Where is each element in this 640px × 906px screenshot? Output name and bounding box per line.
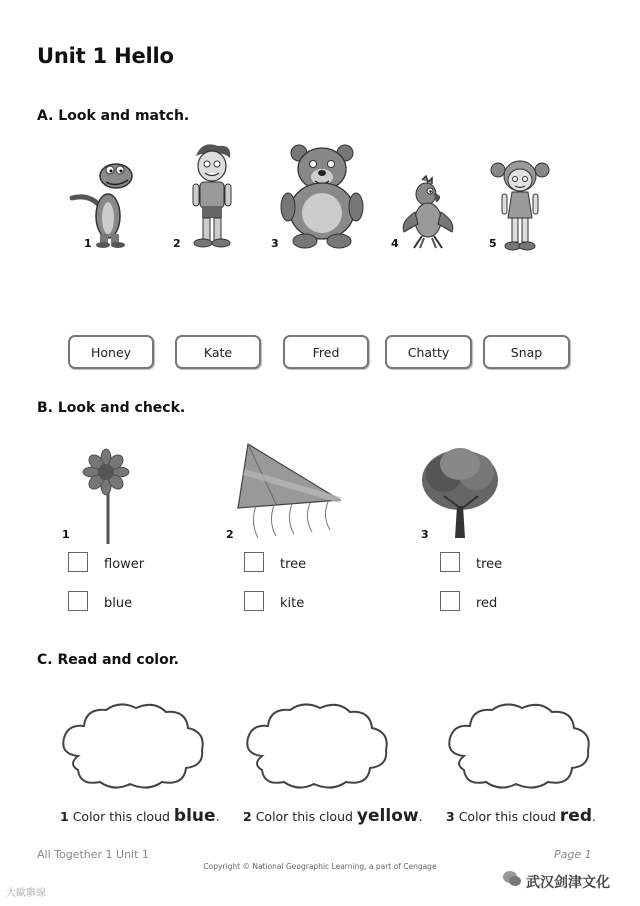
watermark-left: 大歐聯線 [6, 888, 46, 899]
caption-end: . [215, 809, 220, 824]
character-number: 2 [173, 237, 181, 250]
name-box-fred[interactable]: Fred [283, 335, 369, 369]
option-label: kite [280, 596, 305, 611]
checkbox-blue[interactable] [68, 591, 88, 611]
section-b-title: B. Look and check. [37, 400, 186, 416]
footer-left: All Together 1 Unit 1 [37, 848, 149, 861]
option-label: red [476, 596, 498, 611]
caption-end: . [592, 809, 596, 824]
checkbox-red[interactable] [440, 591, 460, 611]
character-number: 4 [391, 237, 399, 250]
caption-text: Color this cloud [72, 809, 170, 824]
name-box-chatty[interactable]: Chatty [385, 335, 472, 369]
checkbox-tree-2[interactable] [440, 552, 460, 572]
cloud-caption-3 [446, 806, 596, 826]
kite-icon [236, 442, 344, 542]
cloud-caption-2 [243, 806, 423, 826]
caption-number: 1 [60, 809, 69, 824]
name-box-snap[interactable]: Snap [483, 335, 570, 369]
option-label: flower [104, 557, 145, 572]
lizard-character-icon [68, 158, 138, 250]
footer-page-number: Page 1 [554, 848, 592, 861]
caption-color-word: red [559, 806, 593, 826]
tree-icon [420, 446, 500, 542]
wechat-icon [502, 870, 522, 888]
page-title: Unit 1 Hello [37, 44, 174, 68]
option-label: blue [104, 596, 133, 611]
option-label: tree [476, 557, 503, 572]
cloud-outline-3[interactable] [444, 700, 594, 792]
boy-character-icon [188, 142, 236, 250]
cloud-caption-1 [60, 806, 220, 826]
caption-color-word: yellow [356, 806, 419, 826]
name-box-kate[interactable]: Kate [175, 335, 261, 369]
caption-text: Color this cloud [458, 809, 556, 824]
item-number: 1 [62, 528, 70, 541]
caption-number: 3 [446, 809, 455, 824]
watermark-right: 武汉剑津文化 [526, 875, 610, 891]
caption-color-word: blue [173, 806, 216, 826]
option-label: tree [280, 557, 307, 572]
section-a-title: A. Look and match. [37, 108, 190, 124]
item-number: 2 [226, 528, 234, 541]
cloud-outline-1[interactable] [58, 700, 208, 792]
flower-icon [78, 450, 134, 546]
girl-character-icon [490, 158, 550, 254]
caption-end: . [418, 809, 423, 824]
parrot-character-icon [400, 176, 456, 250]
name-box-honey[interactable]: Honey [68, 335, 154, 369]
checkbox-tree[interactable] [244, 552, 264, 572]
bear-character-icon [281, 143, 363, 251]
section-c-title: C. Read and color. [37, 652, 179, 668]
item-number: 3 [421, 528, 429, 541]
character-number: 5 [489, 237, 497, 250]
character-number: 3 [271, 237, 279, 250]
caption-text: Color this cloud [255, 809, 353, 824]
checkbox-flower[interactable] [68, 552, 88, 572]
checkbox-kite[interactable] [244, 591, 264, 611]
copyright-notice: Copyright © National Geographic Learning, a part of Cengage [203, 862, 437, 871]
character-number: 1 [84, 237, 92, 250]
cloud-outline-2[interactable] [242, 700, 392, 792]
caption-number: 2 [243, 809, 252, 824]
